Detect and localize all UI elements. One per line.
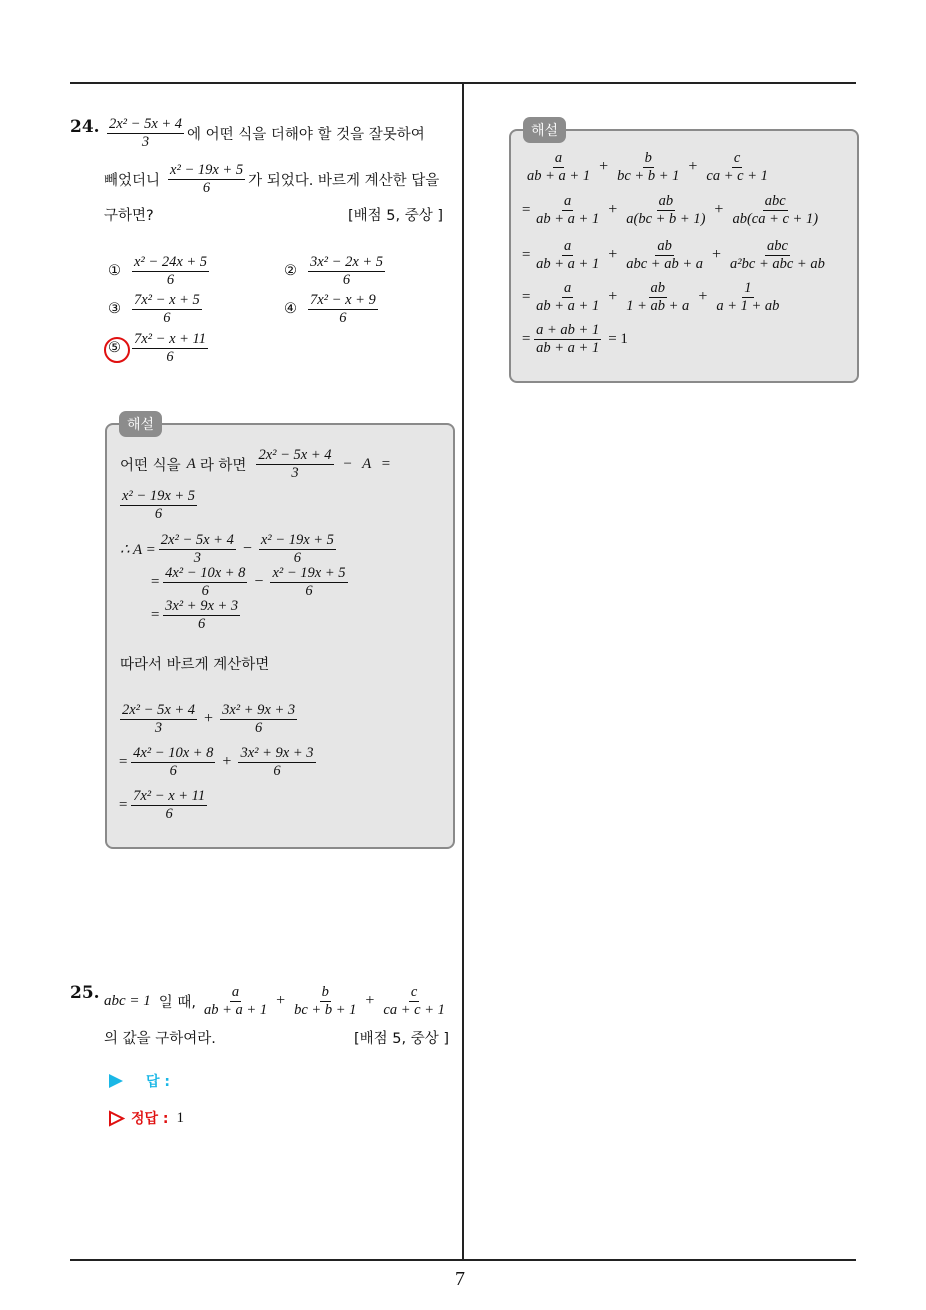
choice-5-mark: ⑤ bbox=[108, 340, 121, 357]
outline-arrow-icon bbox=[108, 1110, 125, 1127]
choice-4-mark: ④ bbox=[284, 301, 297, 318]
choice-3-mark: ③ bbox=[108, 301, 121, 318]
solution-24-box bbox=[105, 423, 455, 849]
expr-wrong: $\frac{\text{x² − 19x + 5}}{6}$ bbox=[170, 162, 244, 196]
play-arrow-icon bbox=[108, 1073, 124, 1089]
choice-5[interactable]: ⑤ $\frac{\text{7x² − x + 11}}{6}$ bbox=[108, 331, 206, 365]
sol25-row2: = $\frac{a}{ab + a + 1}$ + $\frac{ab}{a(bc + b + 1)}$ + $\frac{\text{abc}}{ab(ca + c + 1)}$ bbox=[521, 193, 819, 227]
selected-answer-circle bbox=[104, 337, 130, 363]
sol24-line4: = $\frac{\text{4x² − 10x + 8}}{6}$ − $\frac{\text{x² − 19x + 5}}{6}$ bbox=[150, 565, 346, 599]
question-24-text1: 에 어떤 식을 더해야 할 것을 잘못하여 bbox=[187, 126, 425, 143]
choice-1-mark: ① bbox=[108, 263, 121, 280]
sol24-line7: $\frac{\text{2x² − 5x + 4}}{3}$ + $\frac{\text{3x² + 9x + 3}}{6}$ bbox=[122, 702, 296, 736]
question-25-number: 25. bbox=[70, 983, 100, 1003]
correct-answer-value: 1 bbox=[176, 1109, 185, 1126]
solution-24-tag: 해설 bbox=[119, 411, 162, 437]
question-24-meta: [배점 5, 중상 ] bbox=[348, 208, 444, 224]
question-24-text3: 구하면? bbox=[104, 208, 154, 224]
question-25-meta: [배점 5, 중상 ] bbox=[354, 1031, 450, 1047]
column-divider bbox=[462, 82, 464, 1260]
sol24-line2: $\frac{\text{x² − 19x + 5}}{6}$ bbox=[122, 488, 196, 522]
choice-2[interactable]: ② $\frac{\text{3x² − 2x + 5}}{6}$ bbox=[284, 254, 384, 288]
bottom-rule bbox=[70, 1259, 856, 1261]
choice-1[interactable]: ① $\frac{\text{x² − 24x + 5}}{6}$ bbox=[108, 254, 208, 288]
page-number: 7 bbox=[455, 1268, 465, 1290]
question-25-line1: abc = 1 일 때, $\frac{a}{ab + a + 1}$ + $\frac{b}{bc + b + 1}$ + $\frac{c}{ca + c + 1}$ bbox=[104, 984, 445, 1018]
sol24-line8: = $\frac{\text{4x² − 10x + 8}}{6}$ + $\frac{\text{3x² + 9x + 3}}{6}$ bbox=[118, 745, 314, 779]
question-24-line2 bbox=[104, 162, 439, 196]
choice-3[interactable]: ③ $\frac{\text{7x² − x + 5}}{6}$ bbox=[108, 292, 200, 326]
answer-row bbox=[108, 1071, 170, 1091]
expr-main: $\frac{\text{2x² − 5x + 4}}{3}$ bbox=[109, 116, 183, 150]
sol24-line1: 어떤 식을 A 라 하면 $\frac{\text{2x² − 5x + 4}}{3}$ − A = bbox=[120, 447, 391, 481]
sol24-line3: ∴ A = $\frac{\text{2x² − 5x + 4}}{3}$ − $\frac{\text{x² − 19x + 5}}{6}$ bbox=[120, 532, 334, 566]
sol24-line5: = $\frac{\text{3x² + 9x + 3}}{6}$ bbox=[150, 598, 239, 632]
question-24-number: 24. bbox=[70, 117, 100, 137]
sol24-line9: = $\frac{\text{7x² − x + 11}}{6}$ bbox=[118, 788, 206, 822]
sol24-line6: 따라서 바르게 계산하면 bbox=[120, 657, 270, 673]
question-25-text2: 의 값을 구하여라. bbox=[104, 1031, 216, 1047]
question-24-line1 bbox=[104, 116, 425, 150]
question-24-text2a: 빼었더니 bbox=[104, 172, 161, 189]
choice-2-mark: ② bbox=[284, 263, 297, 280]
sol25-row1: $\frac{a}{ab + a + 1}$ + $\frac{b}{bc + b + 1}$ + $\frac{c}{ca + c + 1}$ bbox=[527, 150, 768, 184]
answer-label: 답 : bbox=[146, 1074, 170, 1090]
question-24-text2b: 가 되었다. 바르게 계산한 답을 bbox=[248, 172, 440, 189]
solution-25-tag: 해설 bbox=[523, 117, 566, 143]
sol25-row3: = $\frac{a}{ab + a + 1}$ + $\frac{ab}{\text{abc + ab + a}}$ + $\frac{\text{abc}}{\text{a²bc + abc + ab}}$ bbox=[521, 238, 825, 272]
sol25-row4: = $\frac{a}{ab + a + 1}$ + $\frac{ab}{1 + ab + a}$ + $\frac{1}{a + 1 + ab}$ bbox=[521, 280, 780, 314]
choice-4[interactable]: ④ $\frac{\text{7x² − x + 9}}{6}$ bbox=[284, 292, 376, 326]
sol25-row5: = $\frac{a + ab + 1}{ab + a + 1}$ = 1 bbox=[521, 322, 628, 356]
correct-answer-label: 정답 : bbox=[131, 1111, 169, 1127]
correct-answer-row bbox=[108, 1108, 184, 1128]
